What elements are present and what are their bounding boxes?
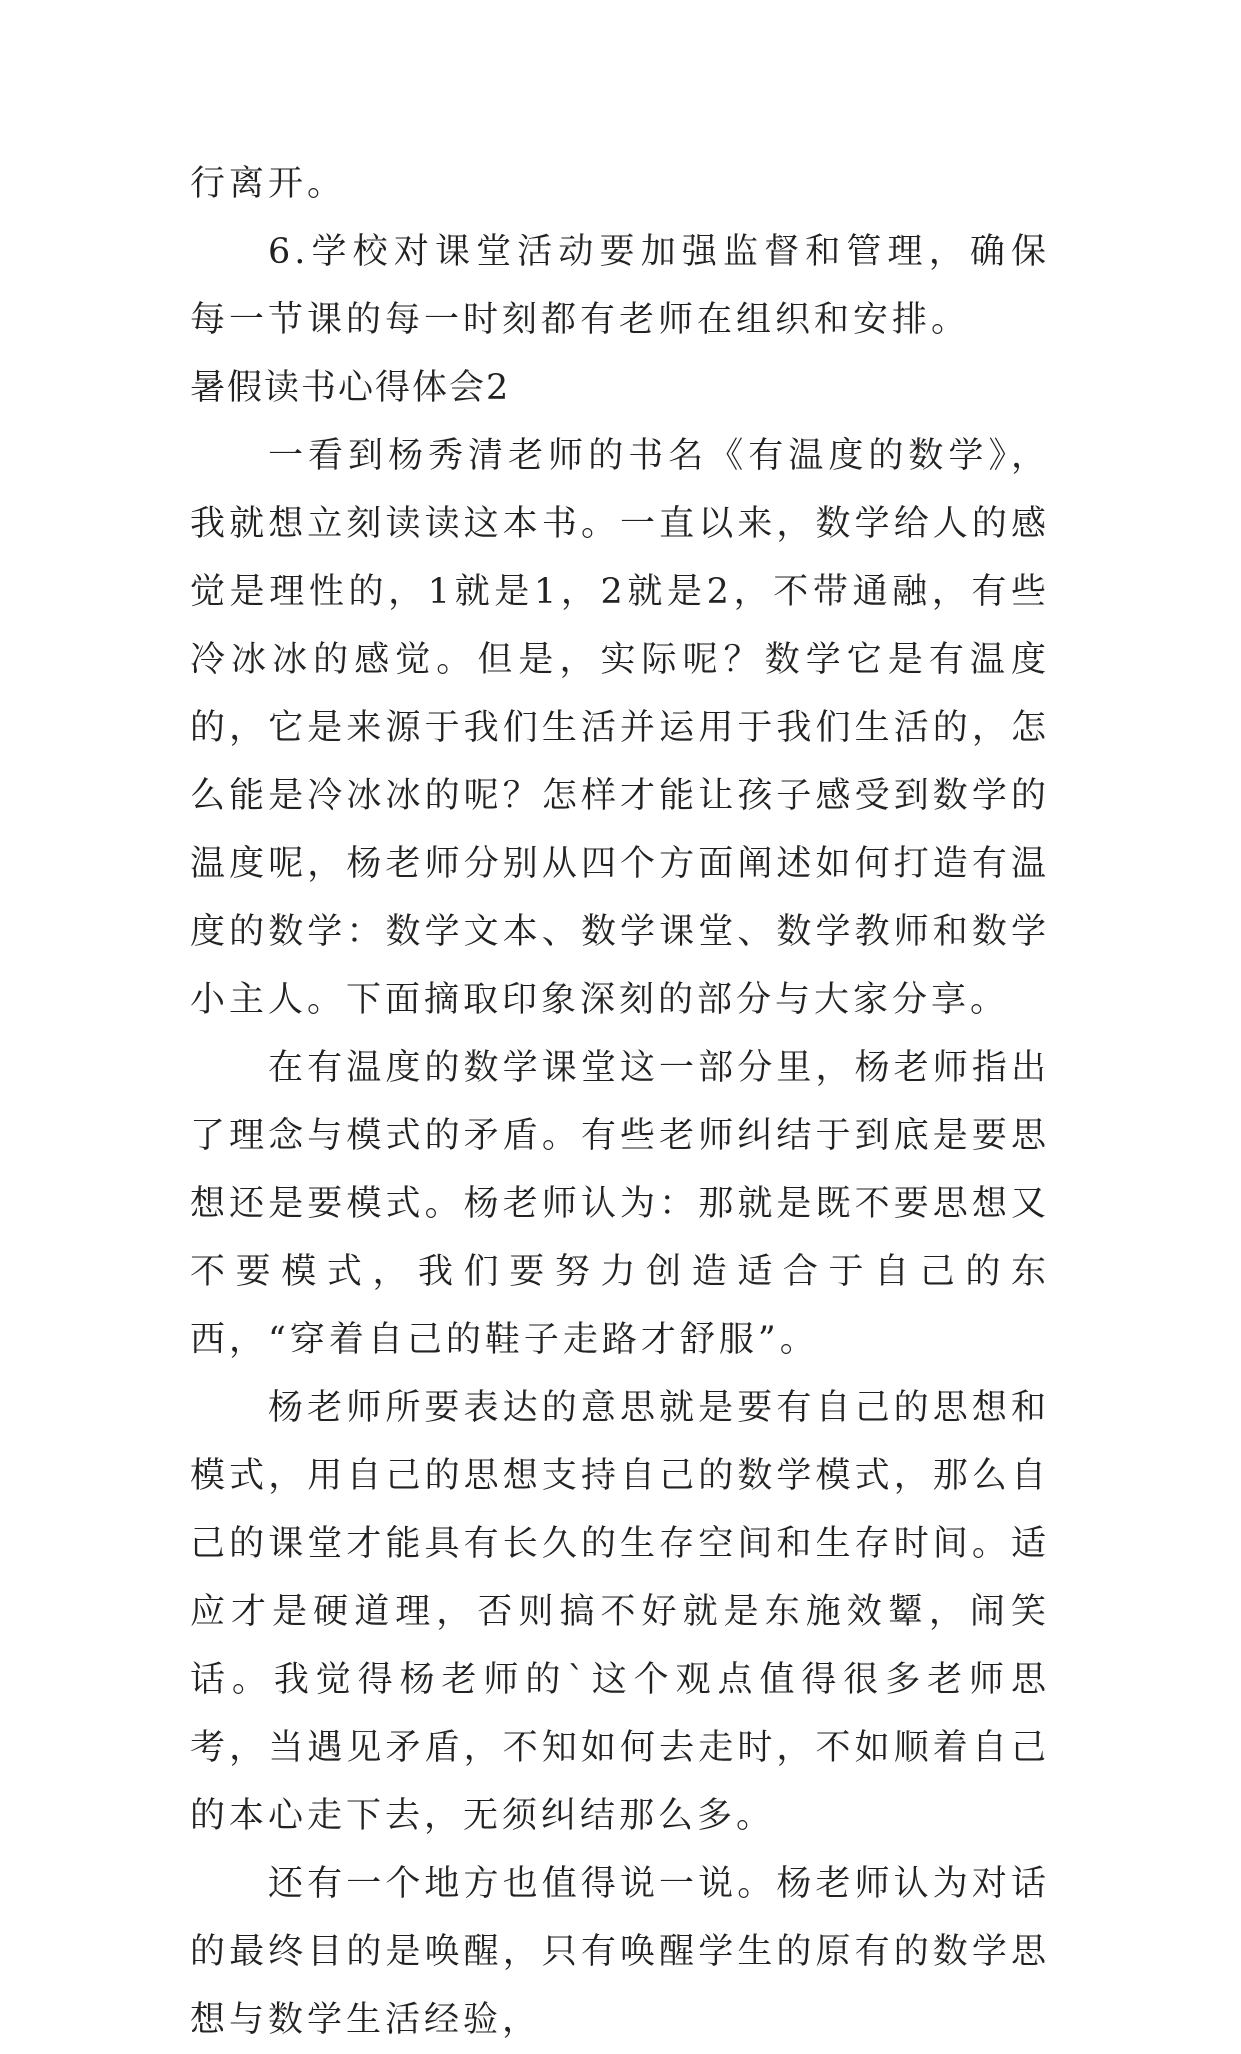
paragraph-classroom: 在有温度的数学课堂这一部分里，杨老师指出了理念与模式的矛盾。有些老师纠结于到底是要思想还是要模式。杨老师认为：那就是既不要思想又不要模式，我们要努力创造适合于自己的东西，“穿着自己的鞋子走路才舒服”。 (190, 1048, 1050, 1360)
paragraph-item-6: 6.学校对课堂活动要加强监督和管理，确保每一节课的每一时刻都有老师在组织和安排。 (190, 232, 1050, 340)
paragraph-intro: 一看到杨秀清老师的书名《有温度的数学》，我就想立刻读读这本书。一直以来，数学给人的感觉是理性的，1就是1，2就是2，不带通融，有些冷冰冰的感觉。但是，实际呢？数学它是有温度的，它是来源于我们生活并运用于我们生活的，怎么能是冷冰冰的呢？怎样才能让孩子感受到数学的温度呢，杨老师分别从四个方面阐述如何打造有温度的数学：数学文本、数学课堂、数学教师和数学小主人。下面摘取印象深刻的部分与大家分享。 (190, 436, 1050, 1020)
paragraph-own-model: 杨老师所要表达的意思就是要有自己的思想和模式，用自己的思想支持自己的数学模式，那么自己的课堂才能具有长久的生存空间和生存时间。适应才是硬道理，否则搞不好就是东施效颦，闹笑话。我觉得杨老师的`这个观点值得很多老师思考，当遇见矛盾，不知如何去走时，不如顺着自己的本心走下去，无须纠结那么多。 (190, 1388, 1050, 1836)
paragraph-dialogue: 还有一个地方也值得说一说。杨老师认为对话的最终目的是唤醒，只有唤醒学生的原有的数学思想与数学生活经验， (190, 1864, 1050, 2040)
section-heading: 暑假读书心得体会2 (190, 368, 511, 408)
paragraph-continuation: 行离开。 (190, 164, 347, 204)
document-page (190, 150, 1050, 2054)
